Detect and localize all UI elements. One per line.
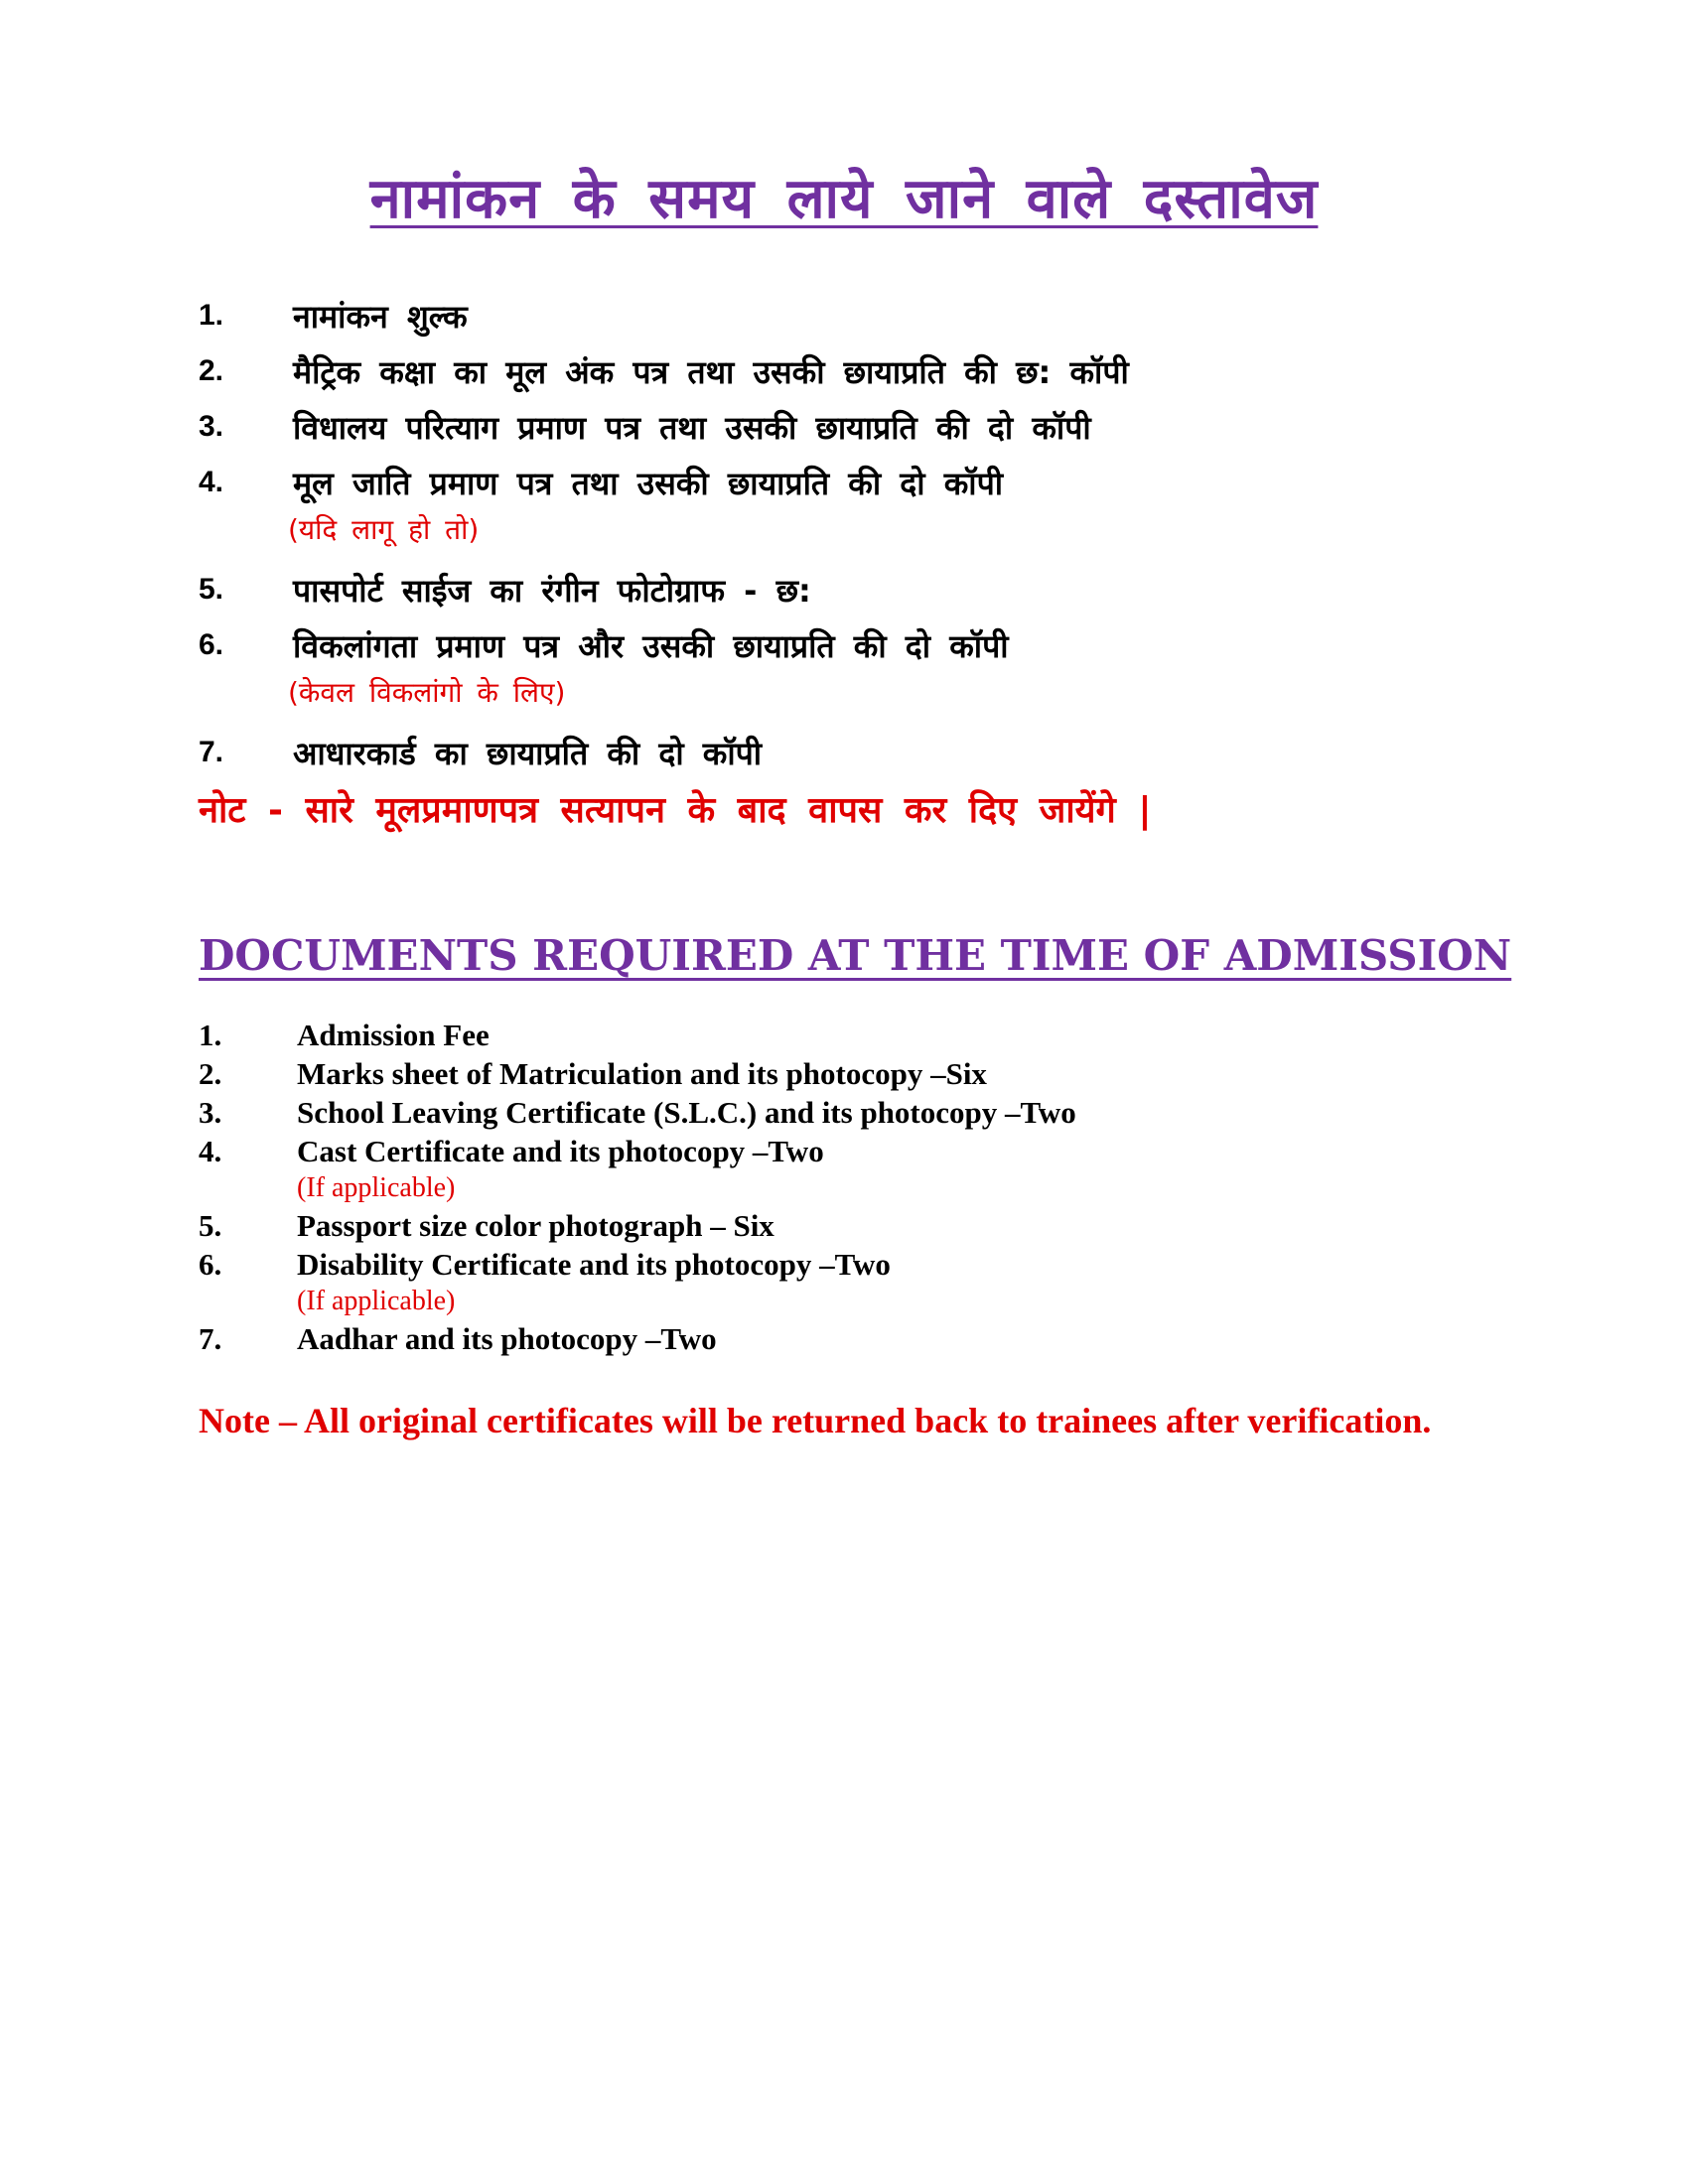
english-list-item-7 — [199, 1321, 1489, 1360]
hindi-list-item-3 — [199, 399, 1489, 455]
list-item-text: विकलांगता प्रमाण पत्र और उसकी छायाप्रति की दो कॉपी — [293, 626, 1009, 665]
hindi-list-item-6 — [199, 617, 1489, 673]
list-item-text: मैट्रिक कक्षा का मूल अंक पत्र तथा उसकी छायाप्रति की छ: कॉपी — [293, 352, 1129, 391]
list-number: 1. — [199, 1018, 222, 1052]
list-item-text: Admission Fee — [297, 1018, 490, 1052]
english-document-list — [199, 1018, 1489, 1360]
list-item-text: Cast Certificate and its photocopy –Two — [297, 1134, 824, 1168]
list-number: 6. — [199, 628, 224, 661]
english-title: DOCUMENTS REQUIRED AT THE TIME OF ADMISSION — [199, 931, 1512, 980]
list-item-text: School Leaving Certificate (S.L.C.) and its photocopy –Two — [297, 1095, 1076, 1130]
english-list-item-2 — [199, 1056, 1489, 1095]
english-list-item-5 — [199, 1208, 1489, 1247]
list-number: 6. — [199, 1247, 222, 1282]
english-list-item-6-note — [199, 1286, 1489, 1321]
english-note: Note – All original certificates will be returned back to trainees after verification. — [199, 1401, 1432, 1440]
list-item-text: पासपोर्ट साईज का रंगीन फोटोग्राफ - छ: — [293, 571, 811, 610]
conditional-note: (केवल विकलांगो के लिए) — [288, 676, 566, 709]
hindi-list-item-5 — [199, 562, 1489, 617]
list-item-text: Passport size color photograph – Six — [297, 1208, 774, 1243]
list-item-text: Disability Certificate and its photocopy –Two — [297, 1247, 891, 1282]
list-number: 2. — [199, 354, 224, 387]
list-number: 5. — [199, 573, 224, 606]
list-number: 5. — [199, 1208, 222, 1243]
list-item-text: विधालय परित्याग प्रमाण पत्र तथा उसकी छायाप्रति की दो कॉपी — [293, 408, 1091, 447]
list-number: 7. — [199, 736, 224, 768]
list-item-text: आधारकार्ड का छायाप्रति की दो कॉपी — [293, 734, 763, 772]
hindi-note: नोट - सारे मूलप्रमाणपत्र सत्यापन के बाद वापस कर दिए जायेंगे | — [199, 790, 1152, 831]
list-number: 2. — [199, 1056, 222, 1091]
list-number: 4. — [199, 1134, 222, 1168]
hindi-list-item-2 — [199, 343, 1489, 399]
conditional-note: (If applicable) — [297, 1172, 456, 1203]
list-number: 3. — [199, 1095, 222, 1130]
hindi-title: नामांकन के समय लाये जाने वाले दस्तावेज — [369, 167, 1319, 231]
hindi-list-item-1 — [199, 288, 1489, 343]
list-item-text: Aadhar and its photocopy –Two — [297, 1321, 717, 1356]
hindi-list-item-4-note — [199, 510, 1489, 562]
hindi-list-item-4 — [199, 455, 1489, 510]
english-list-item-4 — [199, 1134, 1489, 1172]
list-number: 4. — [199, 466, 224, 498]
list-number: 7. — [199, 1321, 222, 1356]
english-list-item-3 — [199, 1095, 1489, 1134]
conditional-note: (If applicable) — [297, 1286, 456, 1316]
hindi-list-item-7 — [199, 725, 1489, 780]
english-list-item-6 — [199, 1247, 1489, 1286]
list-item-text: नामांकन शुल्क — [293, 297, 468, 336]
hindi-document-list — [199, 288, 1489, 780]
list-number: 3. — [199, 410, 224, 443]
list-item-text: Marks sheet of Matriculation and its photocopy –Six — [297, 1056, 987, 1091]
list-number: 1. — [199, 299, 224, 332]
hindi-list-item-6-note — [199, 673, 1489, 725]
english-list-item-1 — [199, 1018, 1489, 1056]
list-item-text: मूल जाति प्रमाण पत्र तथा उसकी छायाप्रति की दो कॉपी — [293, 464, 1004, 502]
conditional-note: (यदि लागू हो तो) — [288, 513, 480, 546]
english-list-item-4-note — [199, 1172, 1489, 1208]
